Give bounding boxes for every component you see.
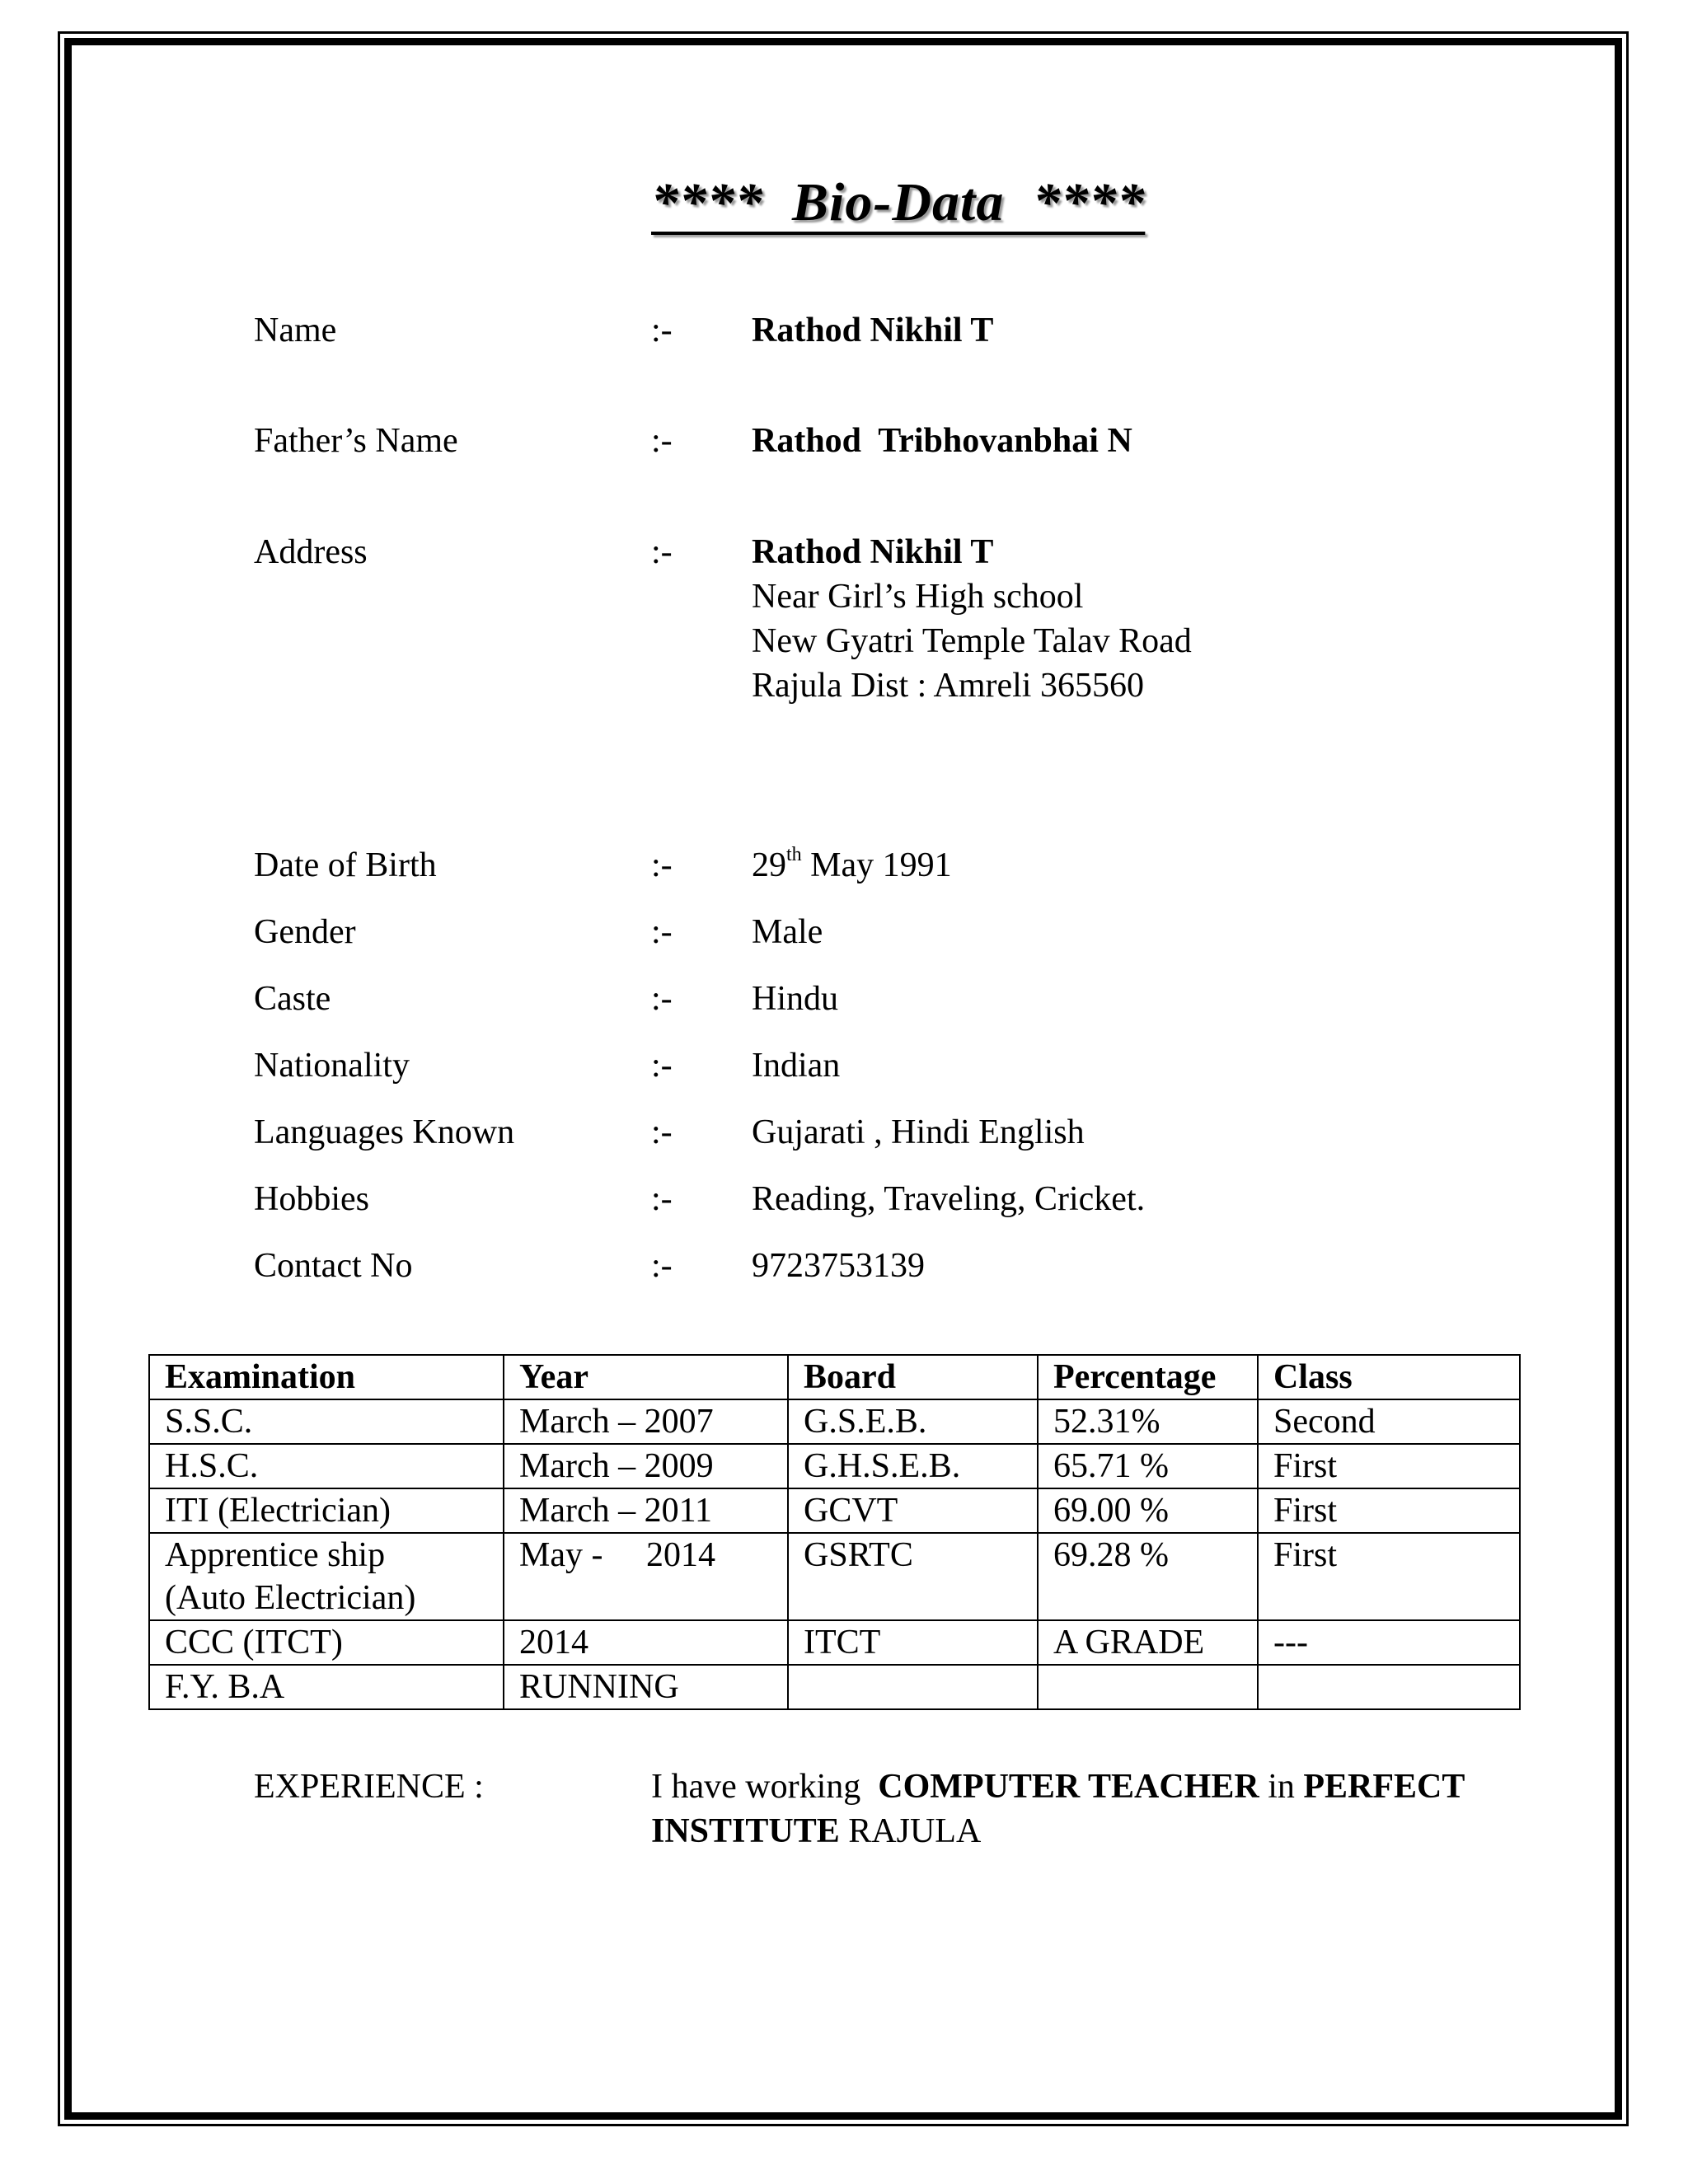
caste-value: Hindu	[752, 980, 838, 1018]
table-row	[149, 1620, 1520, 1665]
experience-city: RAJULA	[839, 1812, 982, 1850]
contact-label: Contact No	[254, 1247, 413, 1285]
experience-text-2: in	[1259, 1768, 1304, 1806]
address-separator: :-	[651, 533, 673, 571]
address-line-2: Near Girl’s High school	[752, 578, 1084, 616]
address-line-3: New Gyatri Temple Talav Road	[752, 622, 1192, 660]
cell-examination: S.S.C.	[149, 1399, 504, 1444]
table-header-row	[149, 1355, 1520, 1399]
cell-examination: CCC (ITCT)	[149, 1620, 504, 1665]
address-label: Address	[254, 533, 368, 571]
cell-year: RUNNING	[504, 1665, 788, 1709]
gender-label: Gender	[254, 913, 356, 951]
experience-value	[651, 1765, 1582, 1854]
cell-percentage: 69.28 %	[1038, 1533, 1258, 1620]
cell-examination: F.Y. B.A	[149, 1665, 504, 1709]
dob-separator: :-	[651, 846, 673, 884]
dob-suffix: th	[786, 844, 802, 865]
name-separator: :-	[651, 312, 673, 349]
languages-separator: :-	[651, 1113, 673, 1151]
cell-examination	[149, 1533, 504, 1620]
address-value	[752, 530, 1192, 708]
header-examination: Examination	[149, 1355, 504, 1399]
caste-label: Caste	[254, 980, 331, 1018]
cell-board: GSRTC	[788, 1533, 1038, 1620]
experience-role: COMPUTER TEACHER	[878, 1768, 1259, 1806]
header-year: Year	[504, 1355, 788, 1399]
cell-class	[1258, 1665, 1520, 1709]
cell-year: March – 2009	[504, 1444, 788, 1488]
hobbies-value: Reading, Traveling, Cricket.	[752, 1180, 1146, 1218]
address-line-1: Rathod Nikhil T	[752, 533, 994, 571]
hobbies-label: Hobbies	[254, 1180, 369, 1218]
cell-board	[788, 1665, 1038, 1709]
table-row	[149, 1533, 1520, 1620]
header-percentage: Percentage	[1038, 1355, 1258, 1399]
cell-percentage: A GRADE	[1038, 1620, 1258, 1665]
cell-percentage: 65.71 %	[1038, 1444, 1258, 1488]
dob-label: Date of Birth	[254, 846, 437, 884]
cell-board: ITCT	[788, 1620, 1038, 1665]
cell-class: First	[1258, 1444, 1520, 1488]
contact-value: 9723753139	[752, 1247, 925, 1285]
cell-percentage	[1038, 1665, 1258, 1709]
experience-label: EXPERIENCE :	[254, 1768, 484, 1806]
table-row	[149, 1488, 1520, 1533]
dob-rest: May 1991	[801, 846, 952, 884]
nationality-separator: :-	[651, 1047, 673, 1085]
cell-percentage: 69.00 %	[1038, 1488, 1258, 1533]
cell-year: 2014	[504, 1620, 788, 1665]
cell-class: ---	[1258, 1620, 1520, 1665]
languages-label: Languages Known	[254, 1113, 515, 1151]
experience-institute: PERFECT INSTITUTE	[651, 1768, 1465, 1850]
experience-text-1: I have working	[651, 1768, 879, 1806]
gender-separator: :-	[651, 913, 673, 951]
cell-board: GCVT	[788, 1488, 1038, 1533]
father-name-separator: :-	[651, 422, 673, 460]
header-board: Board	[788, 1355, 1038, 1399]
cell-percentage: 52.31%	[1038, 1399, 1258, 1444]
address-line-4: Rajula Dist : Amreli 365560	[752, 667, 1144, 705]
cell-class: First	[1258, 1488, 1520, 1533]
document-title: **** Bio-Data ****	[651, 172, 1146, 232]
caste-separator: :-	[651, 980, 673, 1018]
nationality-value: Indian	[752, 1047, 841, 1085]
table-row	[149, 1444, 1520, 1488]
cell-examination: H.S.C.	[149, 1444, 504, 1488]
table-row	[149, 1399, 1520, 1444]
father-name-label: Father’s Name	[254, 422, 458, 460]
languages-value: Gujarati , Hindi English	[752, 1113, 1085, 1151]
name-label: Name	[254, 312, 337, 349]
cell-board: G.S.E.B.	[788, 1399, 1038, 1444]
cell-examination: ITI (Electrician)	[149, 1488, 504, 1533]
hobbies-separator: :-	[651, 1180, 673, 1218]
cell-examination-line-1: Apprentice ship	[165, 1536, 386, 1574]
table-row	[149, 1665, 1520, 1709]
cell-board: G.H.S.E.B.	[788, 1444, 1038, 1488]
cell-year: May - 2014	[504, 1533, 788, 1620]
name-value: Rathod Nikhil T	[752, 312, 994, 349]
nationality-label: Nationality	[254, 1047, 410, 1085]
cell-year: March – 2011	[504, 1488, 788, 1533]
gender-value: Male	[752, 913, 823, 951]
dob-value	[752, 843, 952, 888]
dob-day: 29	[752, 846, 786, 884]
header-class: Class	[1258, 1355, 1520, 1399]
education-table	[148, 1354, 1521, 1710]
cell-class: First	[1258, 1533, 1520, 1620]
cell-year: March – 2007	[504, 1399, 788, 1444]
cell-examination-line-2: (Auto Electrician)	[165, 1579, 416, 1617]
cell-class: Second	[1258, 1399, 1520, 1444]
father-name-value: Rathod Tribhovanbhai N	[752, 422, 1132, 460]
contact-separator: :-	[651, 1247, 673, 1285]
